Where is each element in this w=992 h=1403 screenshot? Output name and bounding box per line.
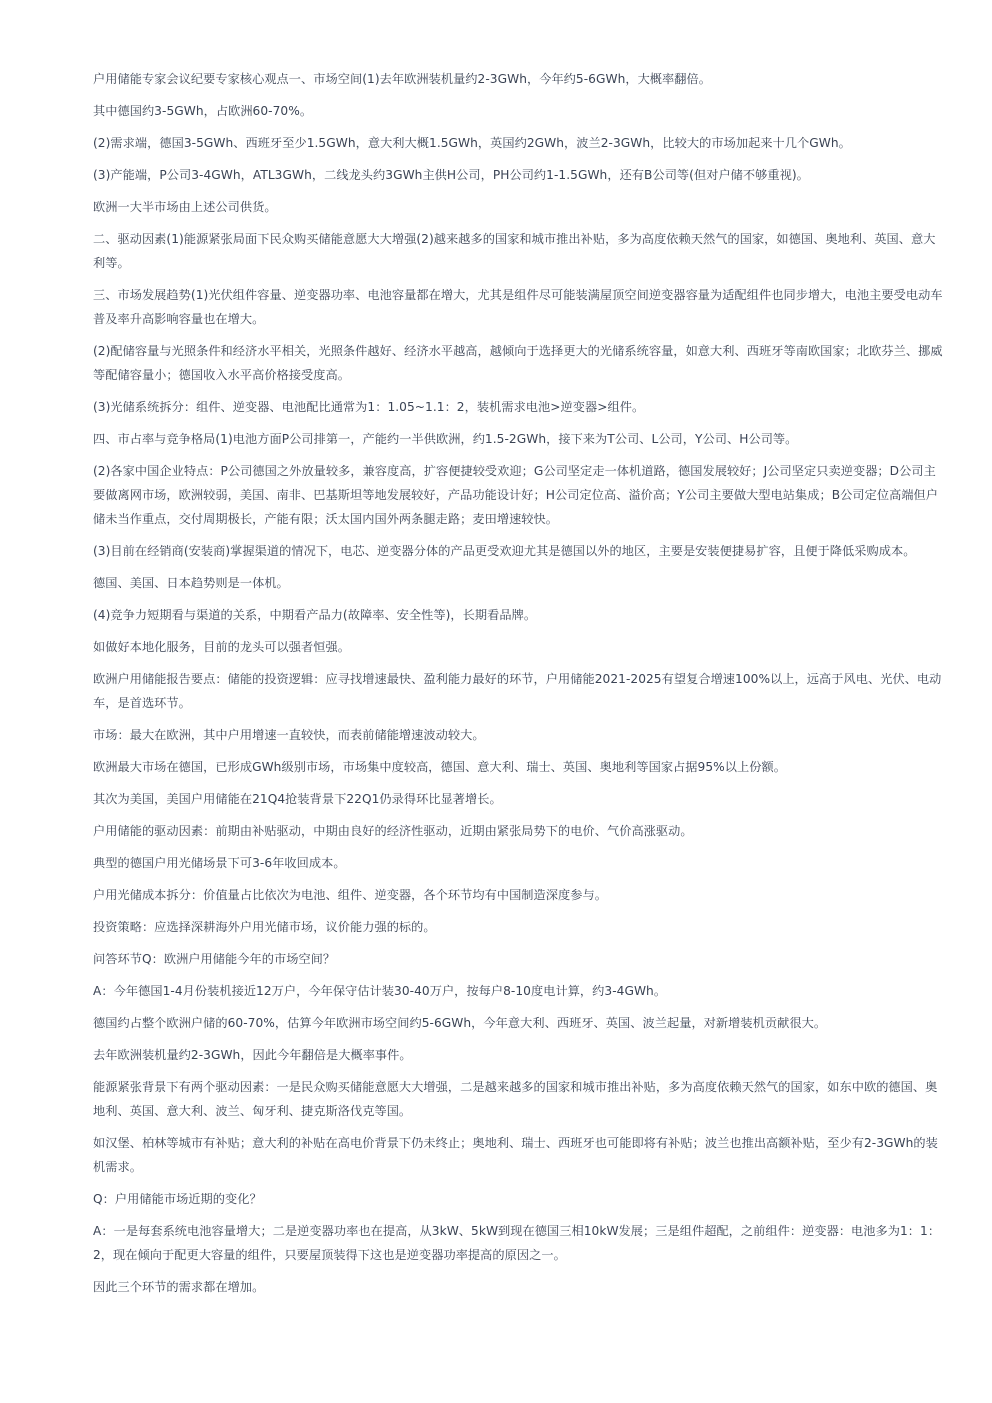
paragraph: 如汉堡、柏林等城市有补贴；意大利的补贴在高电价背景下仍未终止；奥地利、瑞士、西班牙也可能即将有补贴；波兰也推出高额补贴，至少有2-3GWh的装机需求。 [93,1136,938,1174]
paragraph: 其次为美国，美国户用储能在21Q4抢装背景下22Q1仍录得环比显著增长。 [93,792,502,806]
paragraph: 因此三个环节的需求都在增加。 [93,1280,265,1294]
paragraph: Q：户用储能市场近期的变化？ [93,1192,262,1206]
paragraph: 四、市占率与竞争格局(1)电池方面P公司排第一，产能约一半供欧洲，约1.5-2GWh，接下来为T公司、L公司，Y公司、H公司等。 [93,432,798,446]
paragraph: 德国约占整个欧洲户储的60-70%，估算今年欧洲市场空间约5-6GWh，今年意大利、西班牙、英国、波兰起量，对新增装机贡献很大。 [93,1016,827,1030]
paragraph: (2)各家中国企业特点：P公司德国之外放量较多，兼容度高，扩容便捷较受欢迎；G公司坚定走一体机道路，德国发展较好；J公司坚定只卖逆变器；D公司主要做离网市场，欧洲较弱，美国、南非、巴基斯坦等地发展较好，产品功能设计好；H公司定位高、溢价高；Y公司主要做大型电站集成；B公司定位高端但户储未当作重点，交付周期极长，产能有限；沃太国内国外两条腿走路；麦田增速较快。 [93,464,939,526]
paragraph: 欧洲最大市场在德国，已形成GWh级别市场，市场集中度较高，德国、意大利、瑞士、英国、奥地利等国家占据95%以上份额。 [93,760,786,774]
paragraph: 其中德国约3-5GWh，占欧洲60-70%。 [93,104,313,118]
paragraph: (3)目前在经销商(安装商)掌握渠道的情况下，电芯、逆变器分体的产品更受欢迎尤其是德国以外的地区，主要是安装便捷易扩容，且便于降低采购成本。 [93,544,916,558]
paragraph: 如做好本地化服务，目前的龙头可以强者恒强。 [93,640,350,654]
paragraph: (2)配储容量与光照条件和经济水平相关，光照条件越好、经济水平越高，越倾向于选择更大的光储系统容量，如意大利、西班牙等南欧国家；北欧芬兰、挪威等配储容量小；德国收入水平高价格接受度高。 [93,344,943,382]
paragraph: 三、市场发展趋势(1)光伏组件容量、逆变器功率、电池容量都在增大，尤其是组件尽可能装满屋顶空间逆变器容量为适配组件也同步增大，电池主要受电动车普及率升高影响容量也在增大。 [93,288,943,326]
paragraph: A：今年德国1-4月份装机接近12万户，今年保守估计装30-40万户，按每户8-10度电计算，约3-4GWh。 [93,984,667,998]
paragraph: 欧洲一大半市场由上述公司供货。 [93,200,277,214]
paragraph: 户用储能专家会议纪要专家核心观点一、市场空间(1)去年欧洲装机量约2-3GWh，今年约5-6GWh，大概率翻倍。 [93,72,711,86]
paragraph: 二、驱动因素(1)能源紧张局面下民众购买储能意愿大大增强(2)越来越多的国家和城市推出补贴，多为高度依赖天然气的国家，如德国、奥地利、英国、意大利等。 [93,232,936,270]
paragraph: 德国、美国、日本趋势则是一体机。 [93,576,289,590]
paragraph: 典型的德国户用光储场景下可3-6年收回成本。 [93,856,346,870]
paragraph: 市场：最大在欧洲，其中户用增速一直较快，而表前储能增速波动较大。 [93,728,485,742]
paragraph: (4)竞争力短期看与渠道的关系，中期看产品力(故障率、安全性等)，长期看品牌。 [93,608,537,622]
paragraph: 能源紧张背景下有两个驱动因素：一是民众购买储能意愿大大增强，二是越来越多的国家和城市推出补贴，多为高度依赖天然气的国家，如东中欧的德国、奥地利、英国、意大利、波兰、匈牙利、捷克斯洛伐克等国。 [93,1080,938,1118]
paragraph: 户用储能的驱动因素：前期由补贴驱动，中期由良好的经济性驱动，近期由紧张局势下的电价、气价高涨驱动。 [93,824,693,838]
paragraph: (3)光储系统拆分：组件、逆变器、电池配比通常为1：1.05~1.1：2，装机需求电池>逆变器>组件。 [93,400,645,414]
paragraph: 去年欧洲装机量约2-3GWh，因此今年翻倍是大概率事件。 [93,1048,412,1062]
paragraph: (3)产能端，P公司3-4GWh，ATL3GWh，二线龙头约3GWh主供H公司，PH公司约1-1.5GWh，还有B公司等(但对户储不够重视)。 [93,168,809,182]
paragraph: 户用光储成本拆分：价值量占比依次为电池、组件、逆变器，各个环节均有中国制造深度参与。 [93,888,607,902]
paragraph: 投资策略：应选择深耕海外户用光储市场，议价能力强的标的。 [93,920,436,934]
paragraph: (2)需求端，德国3-5GWh、西班牙至少1.5GWh，意大利大概1.5GWh，英国约2GWh，波兰2-3GWh，比较大的市场加起来十几个GWh。 [93,136,851,150]
document-body [93,67,945,1307]
paragraph: 问答环节Q：欧洲户用储能今年的市场空间？ [93,952,336,966]
paragraph: 欧洲户用储能报告要点：储能的投资逻辑：应寻找增速最快、盈利能力最好的环节，户用储能2021-2025有望复合增速100%以上，远高于风电、光伏、电动车，是首选环节。 [93,672,942,710]
paragraph: A：一是每套系统电池容量增大；二是逆变器功率也在提高，从3kW、5kW到现在德国三相10kW发展；三是组件超配，之前组件：逆变器：电池多为1：1：2，现在倾向于配更大容量的组件，只要屋顶装得下这也是逆变器功率提高的原因之一。 [93,1224,941,1262]
